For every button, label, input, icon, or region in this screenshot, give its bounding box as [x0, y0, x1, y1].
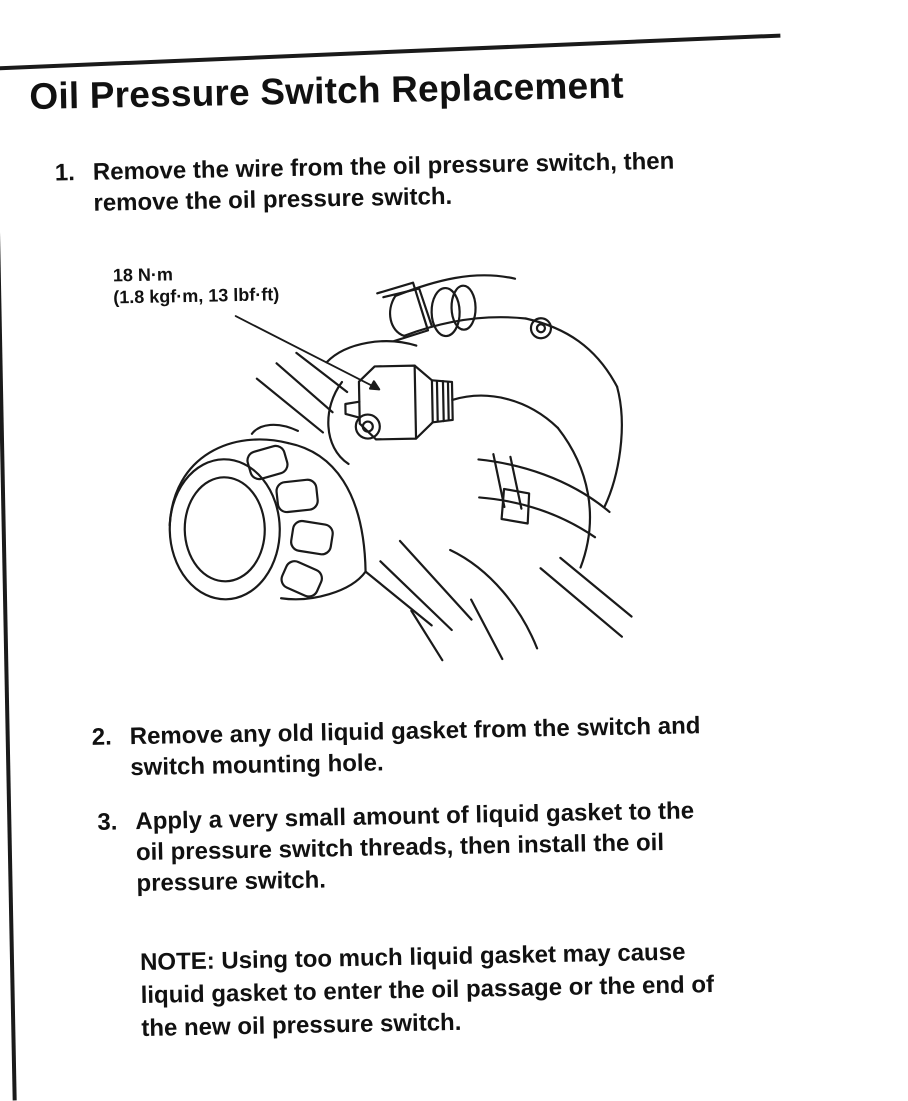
step-text-line: Remove the wire from the oil pressure switch, then: [92, 147, 675, 186]
step-text-line: Apply a very small amount of liquid gasket to the: [135, 797, 695, 836]
note-line: liquid gasket to enter the oil passage or the end of: [140, 971, 715, 1010]
step-number: 1.: [54, 159, 76, 187]
step-text-line: oil pressure switch threads, then install the oil: [135, 828, 665, 867]
step-3: [97, 795, 695, 899]
step-number: 2.: [91, 723, 112, 751]
page-title: Oil Pressure Switch Replacement: [29, 64, 625, 117]
step-1: [55, 146, 676, 220]
torque-nm: 18 N·m: [112, 264, 174, 286]
oil-pressure-switch-illustration: [144, 236, 672, 686]
note-line: the new oil pressure switch.: [141, 1008, 462, 1043]
top-divider: [0, 34, 780, 71]
step-text-line: switch mounting hole.: [130, 749, 384, 782]
note-line: NOTE: Using too much liquid gasket may cause: [139, 938, 686, 977]
step-2: [91, 710, 701, 784]
note-block: [140, 935, 715, 1045]
torque-imperial: (1.8 kgf·m, 13 lbf·ft): [113, 284, 280, 308]
left-margin-rule: [0, 171, 17, 1101]
step-text-line: pressure switch.: [136, 866, 327, 898]
step-text-line: remove the oil pressure switch.: [93, 182, 453, 217]
step-number: 3.: [97, 808, 118, 836]
step-text-line: Remove any old liquid gasket from the switch and: [129, 712, 701, 751]
